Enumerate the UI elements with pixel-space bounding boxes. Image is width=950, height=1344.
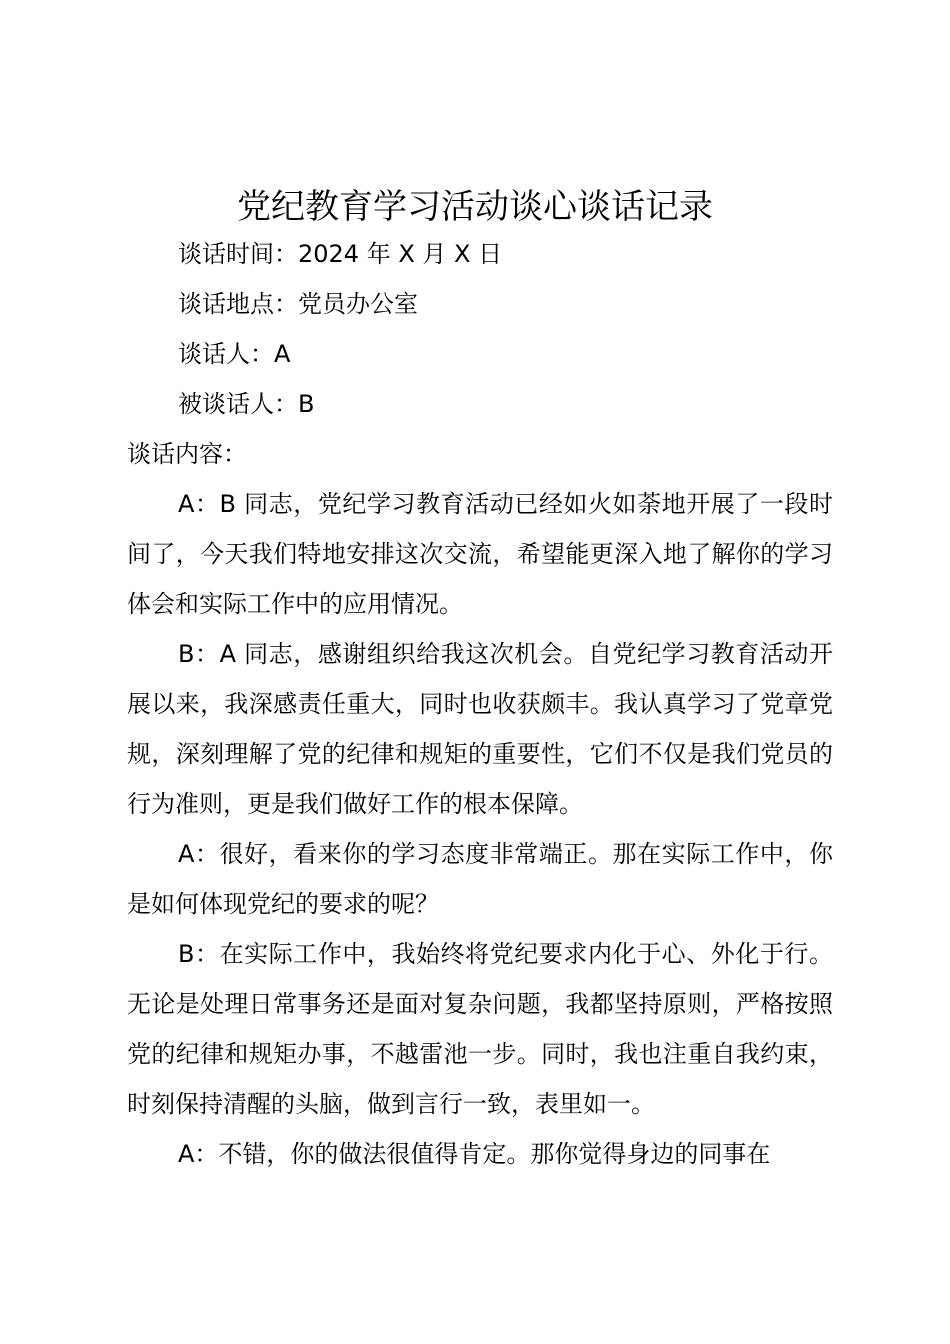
meta-speaker: 谈话人：A (178, 340, 291, 368)
document-title: 党纪教育学习活动谈心谈话记录 (237, 187, 713, 227)
meta-time: 谈话时间：2024 年 X 月 X 日 (178, 240, 503, 268)
paragraph-1: A：B 同志，党纪学习教育活动已经如火如荼地开展了一段时间了，今天我们特地安排这次交流，希望能更深入地了解你的学习体会和实际工作中的应用情况。 (127, 490, 833, 618)
paragraph-2: B：A 同志，感谢组织给我这次机会。自党纪学习教育活动开展以来，我深感责任重大，同时也收获颇丰。我认真学习了党章党规，深刻理解了党的纪律和规矩的重要性，它们不仅是我们党员的行为准则，更是我们做好工作的根本保障。 (127, 640, 833, 818)
paragraph-5: A：不错，你的做法很值得肯定。那你觉得身边的同事在 (178, 1140, 771, 1168)
paragraph-3: A：很好，看来你的学习态度非常端正。那在实际工作中，你是如何体现党纪的要求的呢？ (127, 840, 833, 918)
meta-place: 谈话地点：党员办公室 (178, 290, 418, 318)
paragraph-4: B：在实际工作中，我始终将党纪要求内化于心、外化于行。无论是处理日常事务还是面对复杂问题，我都坚持原则，严格按照党的纪律和规矩办事，不越雷池一步。同时，我也注重自我约束，时刻保持清醒的头脑，做到言行一致，表里如一。 (127, 940, 833, 1118)
conversation-body (127, 479, 833, 1179)
meta-listener: 被谈话人：B (178, 390, 315, 418)
content-label: 谈话内容： (127, 440, 247, 468)
